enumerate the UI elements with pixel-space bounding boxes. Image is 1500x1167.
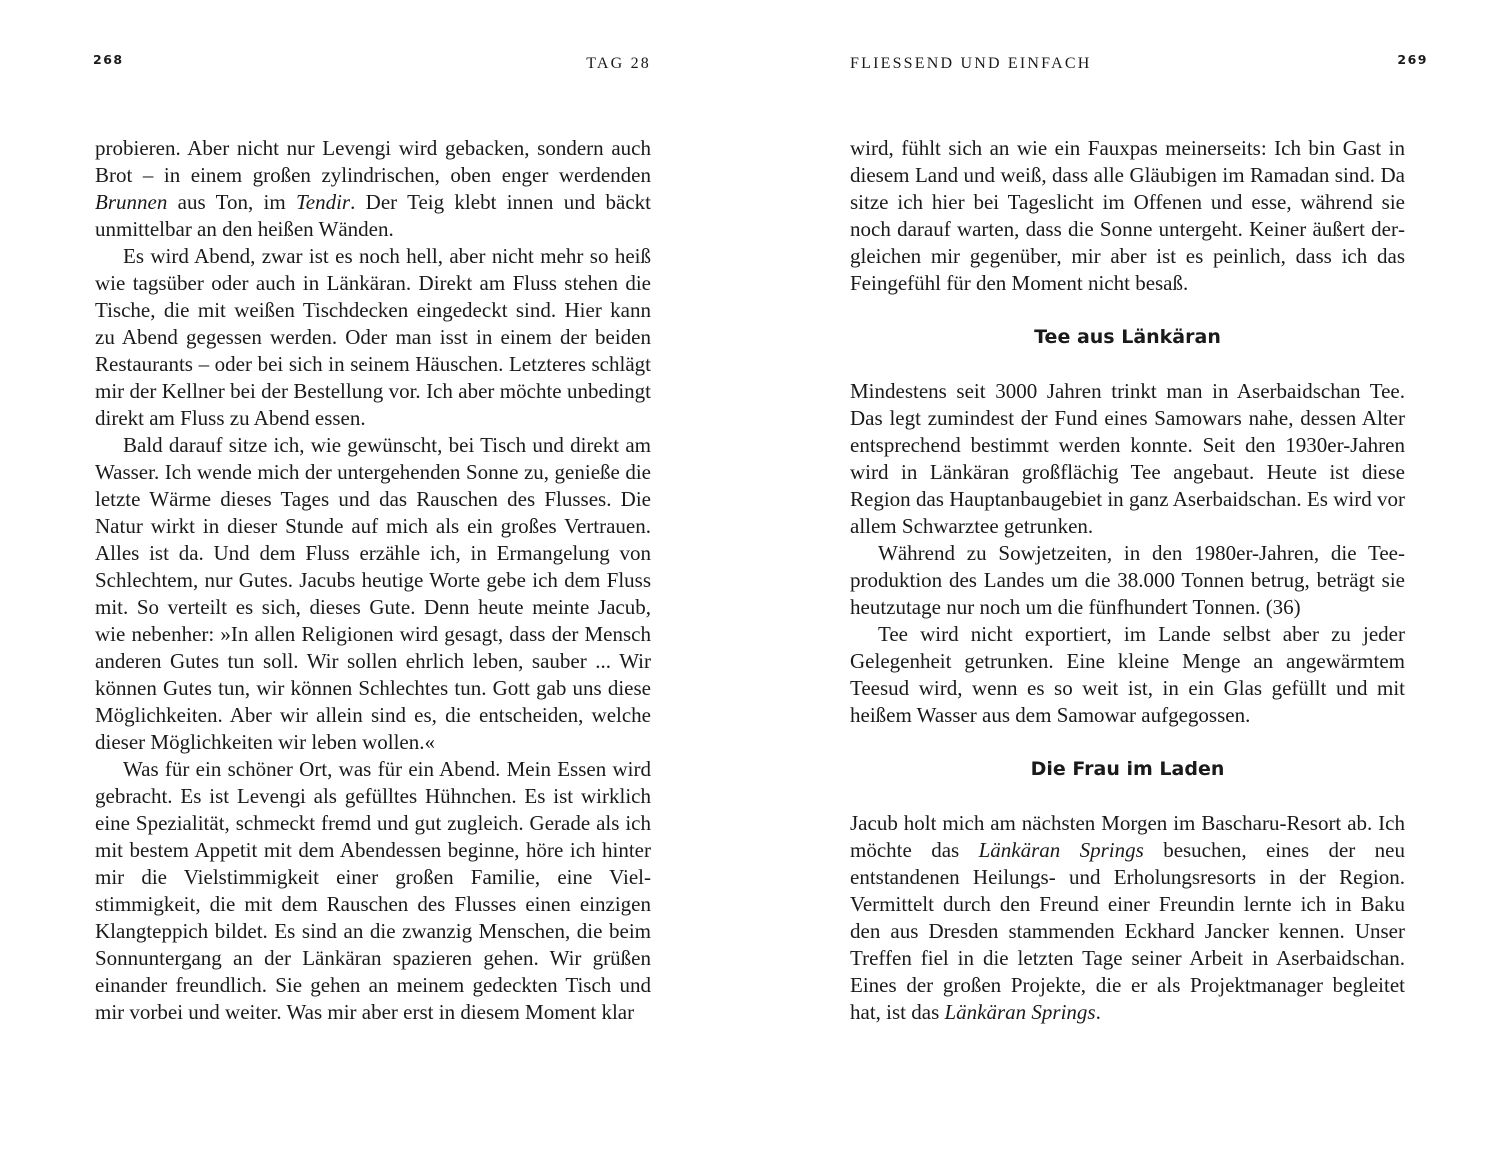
page-number: 269 bbox=[1397, 52, 1428, 67]
paragraph: probieren. Aber nicht nur Levengi wird gebacken, sondern auch Brot – in einem großen zylindrischen, oben enger werdenden Brunnen aus Ton, im Tendir. Der Teig klebt innen und bäckt unmittelbar an den heißen Wänden. bbox=[95, 136, 651, 241]
right-page bbox=[750, 0, 1500, 1167]
running-head: TAG 28 bbox=[586, 55, 651, 72]
body-text bbox=[850, 135, 1405, 1026]
paragraph: Während zu Sowjetzeiten, in den 1980er-Jahren, die Teeproduktion des Landes um die 38.000 Tonnen betrug, beträgt sie heutzutage nur noch um die fünfhundert Tonnen. (36) bbox=[850, 541, 1405, 619]
section-heading: Tee aus Länkäran bbox=[1034, 326, 1221, 348]
running-head: FLIESSEND UND EINFACH bbox=[850, 55, 1092, 72]
paragraph: Was für ein schöner Ort, was für ein Abend. Mein Essen wird gebracht. Es ist Levengi als gefülltes Hühnchen. Es ist wirklich eine Spezialität, schmeckt fremd und gut zugleich. Gerade als ich mit bestem Appetit mit dem Abendessen beginne, höre ich hinter mir die Vielstimmigkeit einer großen Familie, eine Vielstimmigkeit, die mit dem Rauschen des Flusses einen einzigen Klangteppich bildet. Es sind an die zwanzig Menschen, die beim Sonnuntergang an der Länkäran spazieren gehen. Wir grüßen einander freundlich. Sie gehen an meinem gedeckten Tisch und mir vorbei und weiter. Was mir aber erst in diesem Moment klar bbox=[95, 757, 651, 1024]
page-number: 268 bbox=[93, 52, 124, 67]
paragraph: Es wird Abend, zwar ist es noch hell, aber nicht mehr so heiß wie tagsüber oder auch in Länkäran. Direkt am Fluss stehen die Tische, die mit weißen Tischdecken eingedeckt sind. Hier kann zu Abend gegessen werden. Oder man isst in einem der beiden Restaurants – oder bei sich in seinem Häuschen. Letzteres schlägt mir der Kellner bei der Bestellung vor. Ich aber möchte unbedingt direkt am Fluss zu Abend essen. bbox=[95, 244, 651, 430]
paragraph: Mindestens seit 3000 Jahren trinkt man in Aserbaidschan Tee. Das legt zumindest der Fund eines Samowars nahe, dessen Alter entsprechend bestimmt werden konnte. Seit den 1930er-Jahren wird in Länkäran großflächig Tee angebaut. Heute ist diese Region das Hauptanbaugebiet in ganz Aserbaidschan. Es wird vor allem Schwarztee getrunken. bbox=[850, 379, 1405, 538]
paragraph: Tee wird nicht exportiert, im Lande selbst aber zu jeder Gelegenheit getrunken. Eine kleine Menge an angewärmtem Teesud wird, wenn es so weit ist, in ein Glas gefüllt und mit heißem Wasser aus dem Samowar aufgegossen. bbox=[850, 622, 1405, 727]
paragraph: Jacub holt mich am nächsten Morgen im Bascharu-Resort ab. Ich möchte das Länkäran Springs besuchen, eines der neu entstandenen Heilungs- und Erholungsresorts in der Region. Vermittelt durch den Freund einer Freundin lernte ich in Baku den aus Dresden stammenden Eckhard Jancker kennen. Unser Treffen fiel in die letzten Tage seiner Arbeit in Aserbaidschan. Eines der großen Projekte, die er als Projektmanager begleitet hat, ist das Länkäran Springs. bbox=[850, 811, 1405, 1024]
section-heading: Die Frau im Laden bbox=[1030, 758, 1225, 780]
body-text bbox=[95, 135, 651, 1026]
paragraph: wird, fühlt sich an wie ein Fauxpas meinerseits: Ich bin Gast in diesem Land und weiß, dass alle Gläubigen im Ramadan sind. Da sitze ich hier bei Tageslicht im Offenen und esse, während sie noch darauf warten, dass die Sonne untergeht. Keiner äußert dergleichen mir gegenüber, mir aber ist es peinlich, dass ich das Feingefühl für den Moment nicht besaß. bbox=[850, 136, 1405, 295]
paragraph: Bald darauf sitze ich, wie gewünscht, bei Tisch und direkt am Wasser. Ich wende mich der untergehenden Sonne zu, genieße die letzte Wärme dieses Tages und das Rauschen des Flusses. Die Natur wirkt in dieser Stunde auf mich als ein großes Vertrauen. Alles ist da. Und dem Fluss erzähle ich, in Ermangelung von Schlechtem, nur Gutes. Jacubs heutige Worte gebe ich dem Fluss mit. So verteilt es sich, dieses Gute. Denn heute meinte Jacub, wie nebenher: »In allen Religionen wird gesagt, dass der Mensch anderen Gutes tun soll. Wir sollen ehrlich leben, sauber ... Wir können Gutes tun, wir können Schlechtes tun. Gott gab uns diese Möglichkeiten. Aber wir allein sind es, die entscheiden, welche dieser Möglichkeiten wir leben wollen.« bbox=[95, 433, 651, 754]
